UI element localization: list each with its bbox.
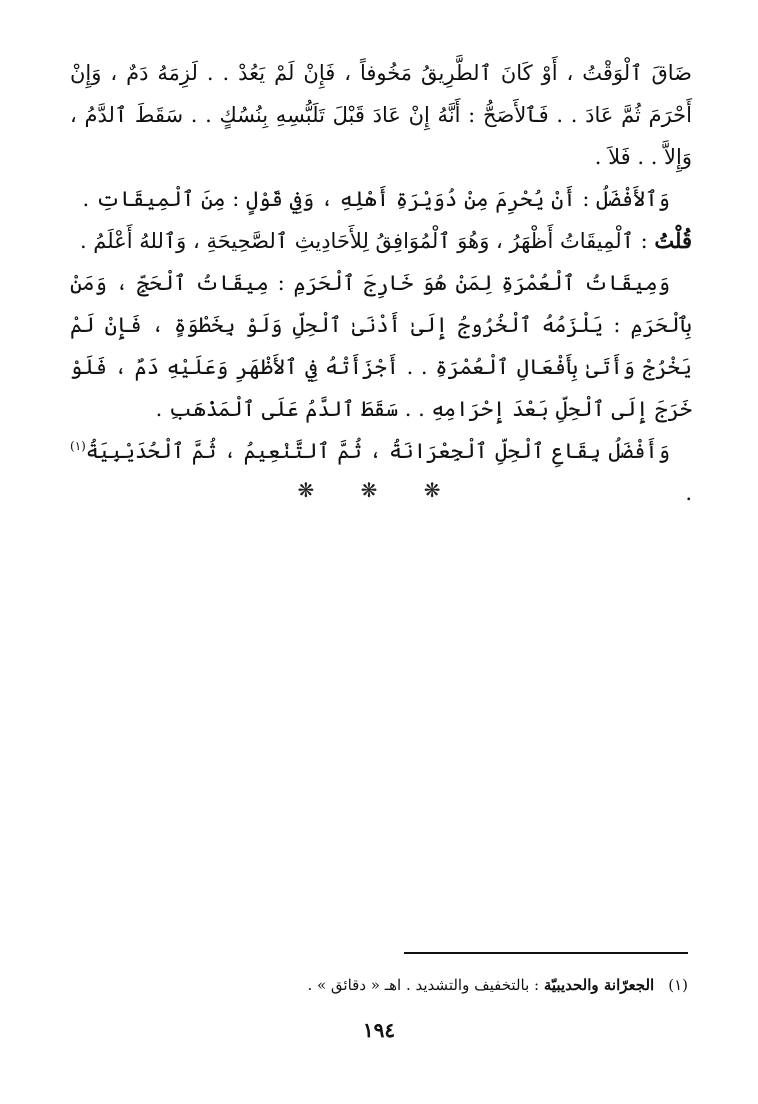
paragraph-2: وَٱلأَفْضَلُ : أَنْ يُحْرِمَ مِنْ دُوَيْرَةِ أَهْلِهِ ، وَفِي قَوْلٍ : مِنَ ٱلْمِيقَاتِ .	[82, 187, 670, 211]
qultu-text: : ٱلْمِيقَاتُ أَظْهَرُ ، وَهُوَ ٱلْمُوَافِقُ لِلأَحَادِيثِ ٱلصَّحِيحَةِ ، وَٱللهُ أَعْلَمُ .	[79, 229, 655, 253]
qultu-lead: قُلْتُ	[654, 228, 692, 253]
footnote	[70, 972, 688, 998]
footnote-reference: (١)	[70, 439, 86, 453]
page-number: ١٩٤	[362, 1018, 396, 1042]
section-ornament: ❋ ❋ ❋	[297, 478, 461, 502]
footnote-text: : بالتخفيف والتشديد . اهـ « دقائق » .	[307, 976, 544, 994]
footnote-number: (١)	[668, 976, 688, 994]
last-end: .	[685, 481, 692, 505]
last-text: وَأَفْضَلُ بِقَاعِ ٱلْحِلِّ ٱلْجِعْرَانَةُ ، ثُمَّ ٱلتَّنْعِيمُ ، ثُمَّ ٱلْحُدَيْبِيَةُ	[85, 439, 670, 463]
paragraph-1: ضَاقَ ٱلْوَقْتُ ، أَوْ كَانَ ٱلطَّرِيقُ مَخُوفاً ، فَإِنْ لَمْ يَعُدْ . . لَزِمَهُ دَمٌ ، وَإِنْ أَحْرَمَ ثُمَّ عَادَ . . فَٱلأَصَحُّ : أَنَّهُ إِنْ عَادَ قَبْلَ تَلَبُّسِهِ بِنُسُكٍ . . سَقَطَ ٱلدَّمُ ، وَإِلاَّ . . فَلاَ .	[70, 61, 692, 169]
footnote-term: الجعرّانة والحديبيّة	[543, 976, 655, 994]
main-text	[70, 52, 692, 514]
paragraph-umrah: وَمِيقَاتُ ٱلْعُمْرَةِ لِمَنْ هُوَ خَارِجَ ٱلْحَرَمِ : مِيقَاتُ ٱلْحَجِّ ، وَمَنْ بِٱلْحَرَمِ : يَلْزَمُهُ ٱلْخُرُوجُ إِلَىٰ أَدْنَىٰ ٱلْحِلِّ وَلَوْ بِخَطْوَةٍ ، فَإِنْ لَمْ يَخْرُجْ وَأَتَىٰ بِأَفْعَالِ ٱلْعُمْرَةِ . . أَجْزَأَتْهُ فِي ٱلأَظْهَرِ وَعَلَيْهِ دَمٌ ، فَلَوْ خَرَجَ إِلَى ٱلْحِلِّ بَعْدَ إِحْرَامِهِ . . سَقَطَ ٱلدَّمُ عَلَى ٱلْمَذْهَبِ .	[70, 271, 692, 421]
paragraph-qultu	[70, 220, 692, 262]
footnote-rule	[404, 952, 688, 954]
